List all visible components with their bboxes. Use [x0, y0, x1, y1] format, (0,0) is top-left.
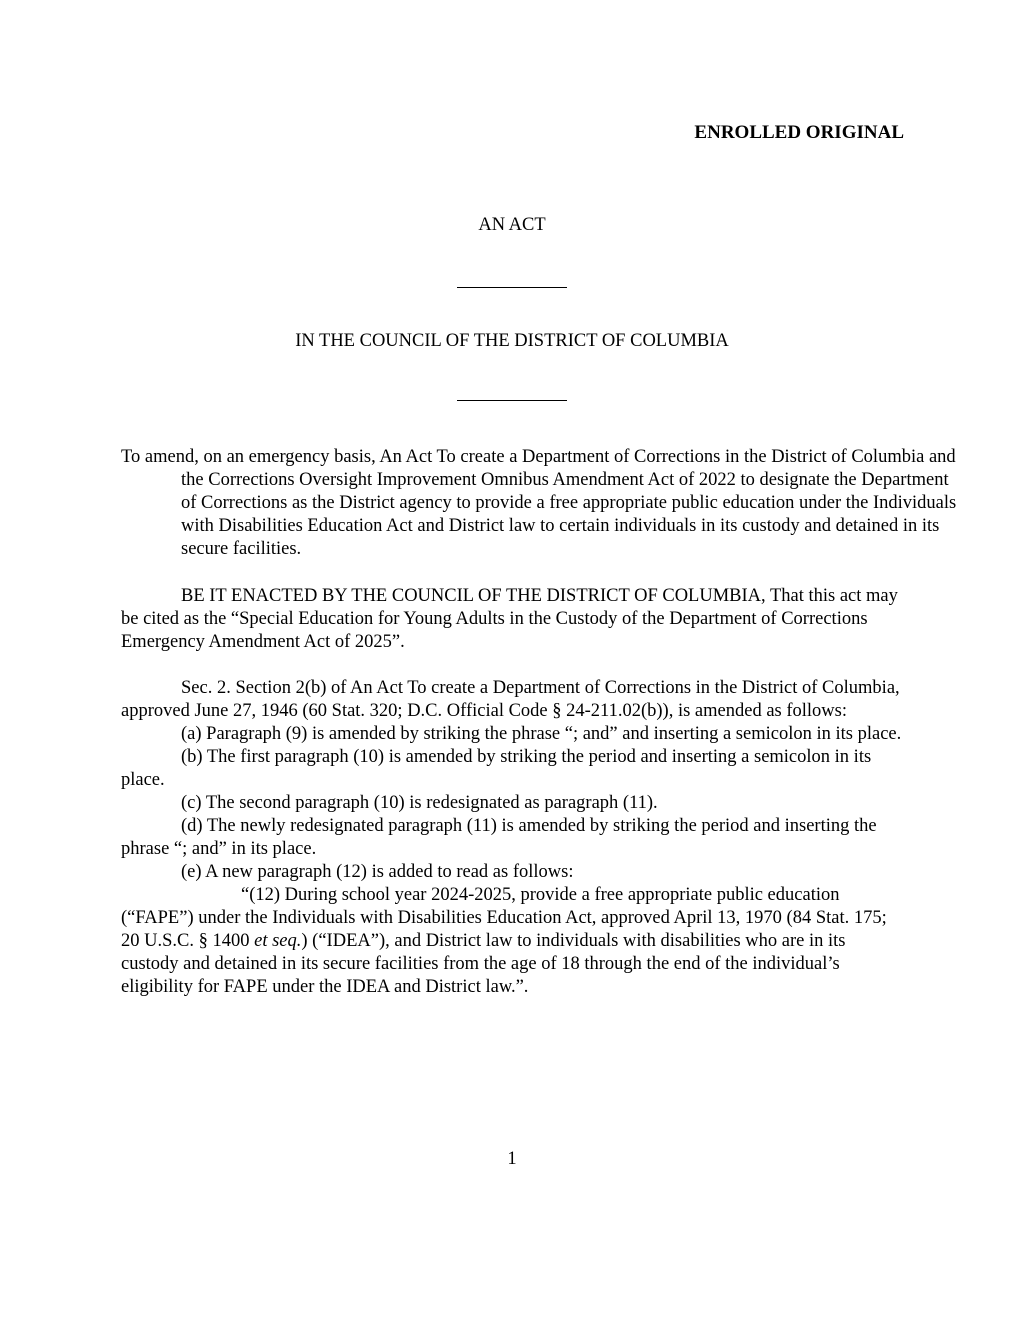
enrolled-original-stamp: ENROLLED ORIGINAL: [694, 122, 904, 143]
subsection-d: (d) The newly redesignated paragraph (11) is amended by striking the period and inserting the phrase “; and” in its place.: [121, 816, 877, 859]
new-paragraph-text-2: ) (“IDEA”), and District law to individuals with disabilities who are in its custody and detained in its secure facilities from the age of 18 through the end of the individual’s eligibility for FAPE under the IDEA and District law.”.: [121, 931, 846, 997]
section-2: [121, 677, 906, 999]
divider-line-1: [457, 287, 567, 288]
section-2-intro: Sec. 2. Section 2(b) of An Act To create a Department of Corrections in the District of Columbia, approved June 27, 1946 (60 Stat. 320; D.C. Official Code § 24-211.02(b)), is amended as follows:: [121, 678, 900, 721]
council-heading: IN THE COUNCIL OF THE DISTRICT OF COLUMBIA: [295, 331, 729, 351]
page-number: 1: [507, 1149, 517, 1169]
et-seq-italic: et seq.: [254, 931, 302, 951]
new-paragraph-12: [121, 884, 906, 999]
subsection-a: (a) Paragraph (9) is amended by striking the phrase “; and” and inserting a semicolon in its place.: [181, 724, 902, 744]
divider-line-2: [457, 400, 567, 401]
subsection-e: (e) A new paragraph (12) is added to read as follows:: [181, 862, 574, 882]
long-title: To amend, on an emergency basis, An Act To create a Department of Corrections in the District of Columbia and the Corrections Oversight Improvement Omnibus Amendment Act of 2022 to designate the Department of Corrections as the District agency to provide a free appropriate public education under the Individuals with Disabilities Education Act and District law to certain individuals in its custody and detained in its secure facilities.: [121, 447, 957, 559]
new-paragraph-text-1: “(12) During school year 2024-2025, provide a free appropriate public education (“FAPE”) under the Individuals with Disabilities Education Act, approved April 13, 1970 (84 Stat. 175; 20 U.S.C. § 1400: [121, 885, 887, 951]
act-heading: AN ACT: [478, 215, 546, 235]
enacting-clause: BE IT ENACTED BY THE COUNCIL OF THE DISTRICT OF COLUMBIA, That this act may be cited as the “Special Education for Young Adults in the Custody of the Department of Corrections Emergency Amendment Act of 2025”.: [121, 586, 898, 652]
subsection-b: (b) The first paragraph (10) is amended by striking the period and inserting a semicolon in its place.: [121, 747, 872, 790]
subsection-c: (c) The second paragraph (10) is redesignated as paragraph (11).: [181, 793, 658, 813]
